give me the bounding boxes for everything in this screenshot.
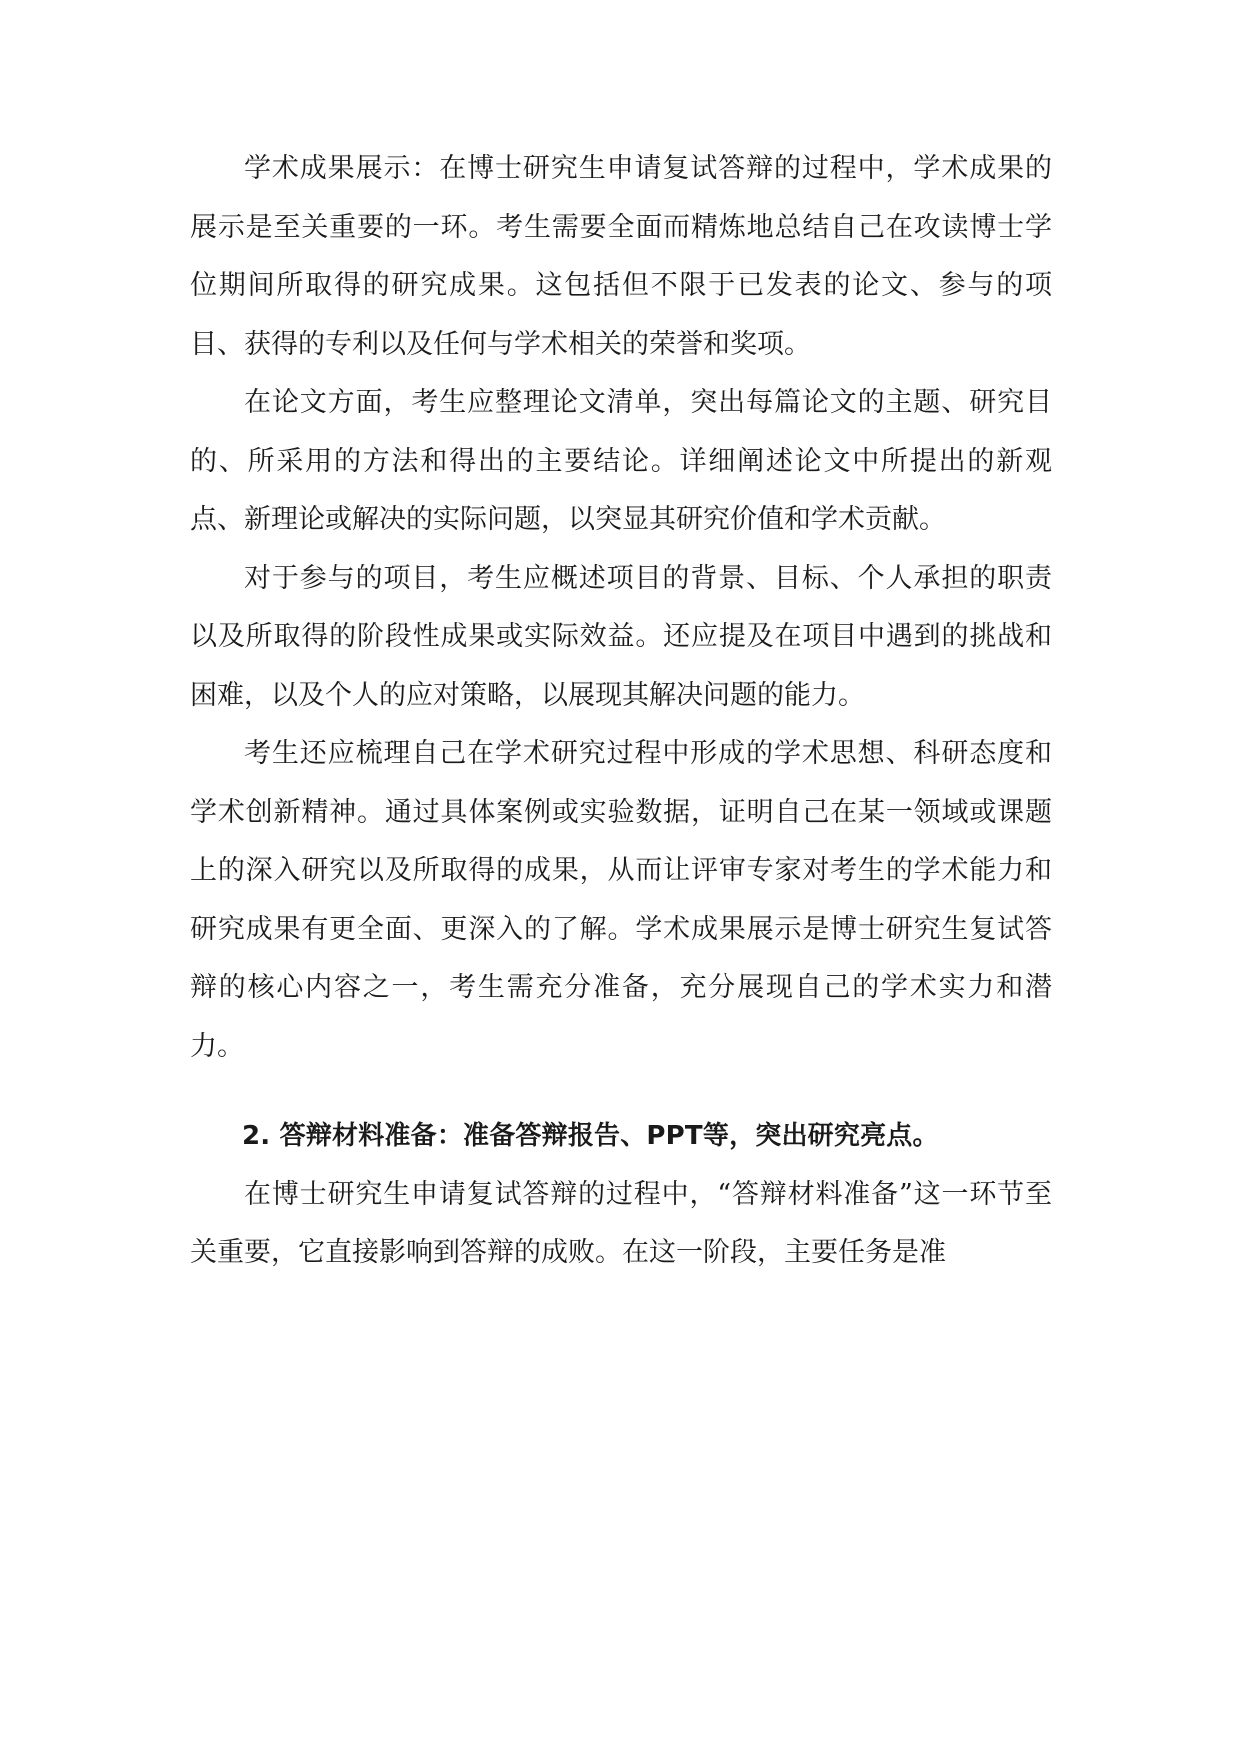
- paragraph-papers: 在论文方面，考生应整理论文清单，突出每篇论文的主题、研究目的、所采用的方法和得出的主要结论。详细阐述论文中所提出的新观点、新理论或解决的实际问题，以突显其研究价值和学术贡献。: [190, 387, 1052, 535]
- section-heading-defense-materials: 2. 答辩材料准备：准备答辩报告、PPT等，突出研究亮点。: [242, 1121, 939, 1151]
- paragraph-defense-materials: 在博士研究生申请复试答辩的过程中，“答辩材料准备”这一环节至关重要，它直接影响到答辩的成败。在这一阶段，主要任务是准: [190, 1178, 1052, 1268]
- document-body: [190, 140, 1052, 1283]
- paragraph-academic-thought: 考生还应梳理自己在学术研究过程中形成的学术思想、科研态度和学术创新精神。通过具体案例或实验数据，证明自己在某一领域或课题上的深入研究以及所取得的成果，从而让评审专家对考生的学术能力和研究成果有更全面、更深入的了解。学术成果展示是博士研究生复试答辩的核心内容之一，考生需充分准备，充分展现自己的学术实力和潜力。: [190, 738, 1052, 1062]
- paragraph-projects: 对于参与的项目，考生应概述项目的背景、目标、个人承担的职责以及所取得的阶段性成果或实际效益。还应提及在项目中遇到的挑战和困难，以及个人的应对策略，以展现其解决问题的能力。: [190, 562, 1052, 711]
- paragraph-achievements-intro: 学术成果展示：在博士研究生申请复试答辩的过程中，学术成果的展示是至关重要的一环。考生需要全面而精炼地总结自己在攻读博士学位期间所取得的研究成果。这包括但不限于已发表的论文、参与的项目、获得的专利以及任何与学术相关的荣誉和奖项。: [190, 153, 1052, 360]
